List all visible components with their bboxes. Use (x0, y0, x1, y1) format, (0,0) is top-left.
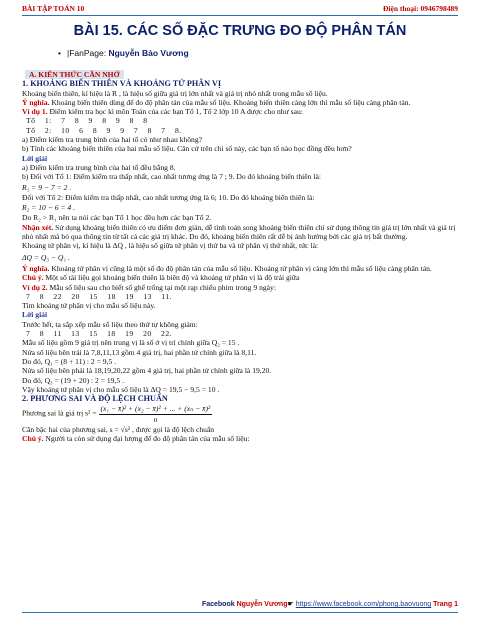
pointing-hand-icon: ☛ (287, 601, 294, 608)
group-1-scores: Tổ 1: 7 8 9 8 9 8 8 (26, 116, 148, 126)
answer-a: a) Điểm kiểm tra trung bình của hai tổ đều bằng 8. (22, 162, 176, 172)
meaning-2 (22, 264, 458, 273)
document-body (22, 70, 458, 444)
solution-step-2: Mẫu số liệu gồm 9 giá trị nên trung vị là số ở vị trí chính giữa Q₂ = 15 . (22, 338, 240, 348)
page-title: BÀI 15. CÁC SỐ ĐẶC TRƯNG ĐO ĐỘ PHÂN TÁN (73, 23, 407, 39)
fanpage-prefix: |FanPage: (66, 48, 107, 58)
fanpage-name[interactable]: Nguyễn Bảo Vương (108, 48, 189, 58)
variance-numerator: (x₁ − x̄)² + (x₂ − x̄)² + ... + (xₙ − x̄)² (100, 404, 211, 414)
variance-label: Phương sai là giá trị s² = (22, 408, 99, 418)
fanpage-line (58, 48, 189, 58)
solution-heading: Lời giải (22, 153, 48, 163)
remark-label: Nhận xét. (22, 222, 54, 232)
note-1-text: Một số tài liệu gọi khoảng biến thiên là biên độ và khoảng tứ phân vị là độ trải giữa (43, 273, 300, 283)
variance-fraction (99, 404, 213, 424)
solution-step-4: Do đó, Q₁ = (8 + 11) : 2 = 9,5 . (22, 356, 117, 366)
note-2-text: Người ta còn sử dụng đại lượng để đo độ phân tán của mẫu số liệu: (43, 434, 250, 444)
solution-step-3: Nửa số liệu bên trái là 7,8,11,13 gồm 4 giá trị, hai phần tử chính giữa là 8,11. (22, 347, 257, 357)
example-2 (22, 283, 458, 292)
section-a-heading: A. KIẾN THỨC CẦN NHỚ (25, 70, 124, 79)
example-2-text: Mẫu số liệu sau cho biết số ghế trống tại một rạp chiếu phim trong 9 ngày: (47, 282, 276, 292)
example-2-data: 7 8 22 20 15 18 19 13 11. (26, 291, 173, 301)
remark-text: Sử dụng khoảng biến thiên có ưu điểm đơn giản, dễ tính toán song khoảng biến thiên chỉ sử dụng thông tin giá trị lớn nhất và giá trị nhỏ nhất mà bỏ qua thông tin từ tất cả các giá trị khác. Do đó, khoảng biến thiên rất dễ bị ảnh hưởng bởi các giá trị bất thường. (22, 222, 456, 242)
solution-step-5: Nửa số liệu bên phải là 18,19,20,22 gồm 4 giá trị, hai phần tử chính giữa là 19,20. (22, 366, 272, 376)
note-2-label: Chú ý. (22, 434, 44, 444)
footer-divider (22, 612, 458, 613)
example-1 (22, 107, 458, 116)
example-1-label: Ví dụ 1. (22, 107, 48, 117)
meaning-1-label: Ý nghĩa. (22, 97, 50, 107)
solution-step-6: Do đó, Q₃ = (19 + 20) : 2 = 19,5 . (22, 375, 124, 385)
solution-2-heading: Lời giải (22, 310, 48, 320)
question-b: b) Tính các khoảng biến thiên của hai mẫu số liệu. Căn cứ trên chỉ số này, các bạn tổ nào học đồng đều hơn? (22, 144, 352, 154)
note-2 (22, 434, 458, 443)
meaning-2-text: Khoảng tứ phân vị cũng là một số đo độ phân tán của mẫu số liệu. Khoảng tứ phân vị càng lớn thì mẫu số liệu càng phân tán. (49, 263, 432, 273)
sorted-data: 7 8 11 13 15 18 19 20 22. (26, 329, 173, 339)
definition-range: Khoảng biến thiên, kí hiệu là R , là hiệu số giữa giá trị lớn nhất và giá trị nhỏ nhất trong mẫu số liệu. (22, 88, 328, 98)
meaning-2-label: Ý nghĩa. (22, 263, 50, 273)
example-2-label: Ví dụ 2. (22, 282, 48, 292)
footer-link[interactable]: https://www.facebook.com/phong.baovuong (295, 601, 432, 608)
answer-b-1: b) Đối với Tổ 1: Điểm kiểm tra thấp nhất, cao nhất tương ứng là 7 ; 9. Do đó khoảng biến thiên là: (22, 172, 321, 182)
heading-2: 2. PHƯƠNG SAI VÀ ĐỘ LỆCH CHUẨN (22, 394, 168, 404)
meaning-1-text: Khoảng biến thiên dùng để đo độ phân tán của mẫu số liệu. Khoảng biến thiên càng lớn thì mẫu số liệu càng phân tán. (49, 97, 411, 107)
group-2-scores: Tổ 2: 10 6 8 9 9 7 8 7 8. (26, 125, 182, 135)
page-header (22, 2, 458, 14)
solution-step-1: Trước hết, ta sắp xếp mẫu số liệu theo thứ tự không giảm: (22, 319, 198, 329)
header-subject: BÀI TẬP TOÁN 10 (22, 4, 85, 13)
header-phone: Điện thoại: 0946798489 (383, 4, 458, 13)
footer-facebook: Facebook (201, 601, 235, 608)
header-divider (22, 15, 458, 16)
solution-step-7: Vậy khoảng tứ phân vị cho mẫu số liệu là ΔQ = 19,5 − 9,5 = 10 . (22, 384, 220, 394)
answer-b-2: Đối với Tổ 2: Điểm kiểm tra thấp nhất, cao nhất tương ứng là 6; 10. Do đó khoảng biến thiên là: (22, 192, 315, 202)
standard-deviation: Căn bậc hai của phương sai, s = √s² , được gọi là độ lệch chuẩn (22, 424, 215, 434)
variance-formula (22, 404, 458, 424)
iqr-formula: ΔQ = Q₃ − Q₁ . (22, 252, 70, 262)
example-1-text: Điểm kiểm tra học kì môn Toán của các bạn Tổ 1, Tổ 2 lớp 10 A được cho như sau: (47, 107, 303, 117)
footer-page-number: Trang 1 (433, 601, 458, 608)
remark (22, 223, 458, 242)
answer-b-3: Do R₂ > R₁ nên ta nói các bạn Tổ 1 học đều hơn các bạn Tổ 2. (22, 213, 212, 223)
note-1-label: Chú ý. (22, 273, 44, 283)
page-footer (22, 600, 458, 608)
variance-denominator: n (153, 414, 158, 424)
footer-author[interactable]: Nguyễn Vương (236, 601, 288, 608)
note-1 (22, 273, 458, 282)
range-r1: R₁ = 9 − 7 = 2 . (22, 182, 72, 192)
heading-1: 1. KHOẢNG BIẾN THIÊN VÀ KHOẢNG TỨ PHÂN VỊ (22, 79, 222, 89)
definition-iqr: Khoảng tứ phân vị, kí hiệu là ΔQ , là hiệu số giữa tứ phân vị thứ ba và tứ phân vị thứ nhất, tức là: (22, 241, 319, 251)
range-r2: R₂ = 10 − 6 = 4 . (22, 203, 76, 213)
meaning-1 (22, 98, 458, 107)
example-2-question: Tìm khoảng tứ phân vị cho mẫu số liệu này. (22, 301, 156, 311)
bullet-icon: • (58, 48, 61, 58)
question-a: a) Điểm kiểm tra trung bình của hai tổ có như nhau không? (22, 135, 202, 145)
